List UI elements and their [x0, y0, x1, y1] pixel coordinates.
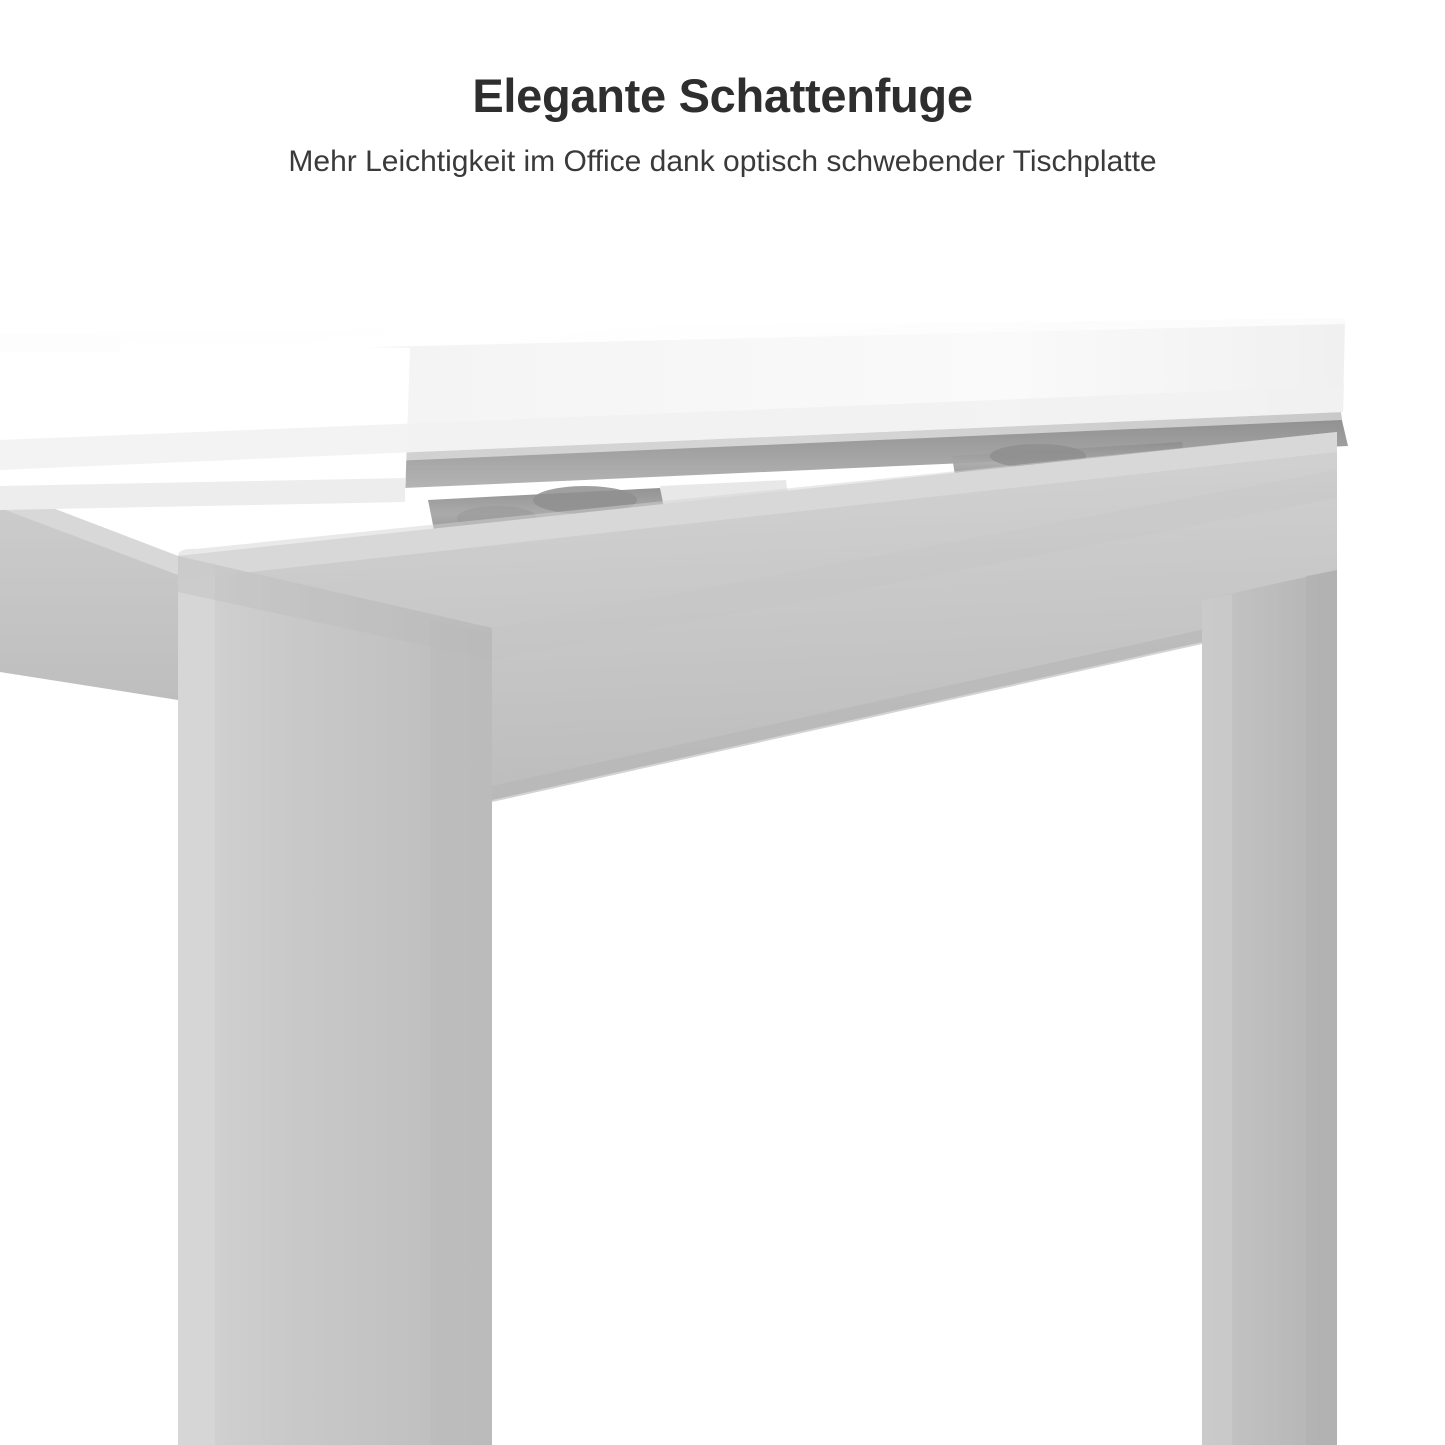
page-title: Elegante Schattenfuge	[472, 69, 973, 122]
caption-block	[0, 0, 1445, 181]
tabletop-left-extension	[0, 334, 120, 352]
page-subtitle: Mehr Leichtigkeit im Office dank optisch schwebender Tischplatte	[288, 144, 1157, 178]
frame-left-rail	[0, 488, 178, 700]
